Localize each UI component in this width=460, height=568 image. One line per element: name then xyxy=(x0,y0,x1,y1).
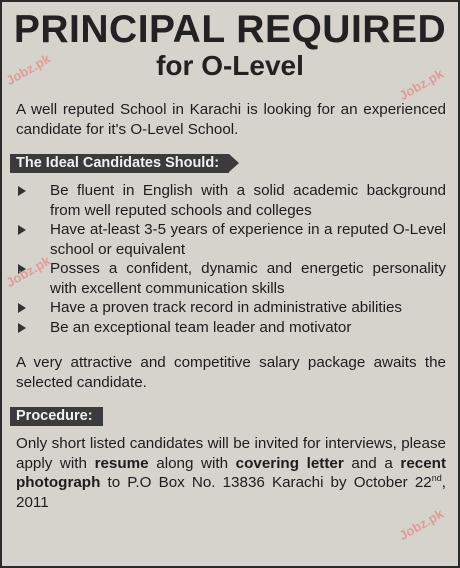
procedure-text xyxy=(16,434,446,512)
ideal-candidates-heading: The Ideal Candidates Should: xyxy=(10,154,229,173)
procedure-part: and a xyxy=(343,454,401,472)
watermark: Jobz.pk xyxy=(3,252,53,291)
procedure-part: , 2011 xyxy=(16,474,446,511)
procedure-heading: Procedure: xyxy=(10,407,103,426)
procedure-part: along with xyxy=(148,454,236,472)
photograph-emphasis: recent photograph xyxy=(16,454,447,491)
bullet-arrow-icon xyxy=(18,303,26,313)
watermark: Jobz.pk xyxy=(3,50,53,89)
ideal-candidates-list xyxy=(16,181,446,337)
resume-emphasis: resume xyxy=(94,454,149,472)
watermark: Jobz.pk xyxy=(396,65,446,104)
bullet-arrow-icon xyxy=(18,186,26,196)
list-item xyxy=(16,181,446,220)
list-item xyxy=(16,259,446,298)
intro-text: A well reputed School in Karachi is looking for an experienced candidate for it's O-Level School. xyxy=(16,101,446,138)
ad-subtitle: for O-Level xyxy=(156,50,304,81)
watermark: Jobz.pk xyxy=(396,505,446,544)
procedure-part: to P.O Box No. 13836 Karachi by October 22 xyxy=(100,474,432,491)
salary-text: A very attractive and competitive salary package awaits the selected candidate. xyxy=(16,354,446,391)
procedure-part: Only short listed candidates will be invited for interviews, please apply with xyxy=(16,435,446,472)
list-item-text: Have a proven track record in administrative abilities xyxy=(50,299,402,316)
date-suffix: nd xyxy=(431,472,442,483)
list-item-text: Be fluent in English with a solid academic background from well reputed schools and colleges xyxy=(50,182,446,219)
bullet-arrow-icon xyxy=(18,225,26,235)
bullet-arrow-icon xyxy=(18,323,26,333)
list-item-text: Be an exceptional team leader and motivator xyxy=(50,318,352,336)
list-item-text: Have at-least 3-5 years of experience in a reputed O-Level school or equivalent xyxy=(50,221,446,258)
bullet-arrow-icon xyxy=(18,264,26,274)
list-item xyxy=(16,318,446,338)
list-item xyxy=(16,220,446,259)
ad-title: PRINCIPAL REQUIRED xyxy=(13,8,447,51)
covering-letter-emphasis: covering letter xyxy=(235,454,344,472)
list-item-text: Posses a confident, dynamic and energetic personality with excellent communication skills xyxy=(50,260,446,297)
list-item xyxy=(16,298,446,318)
